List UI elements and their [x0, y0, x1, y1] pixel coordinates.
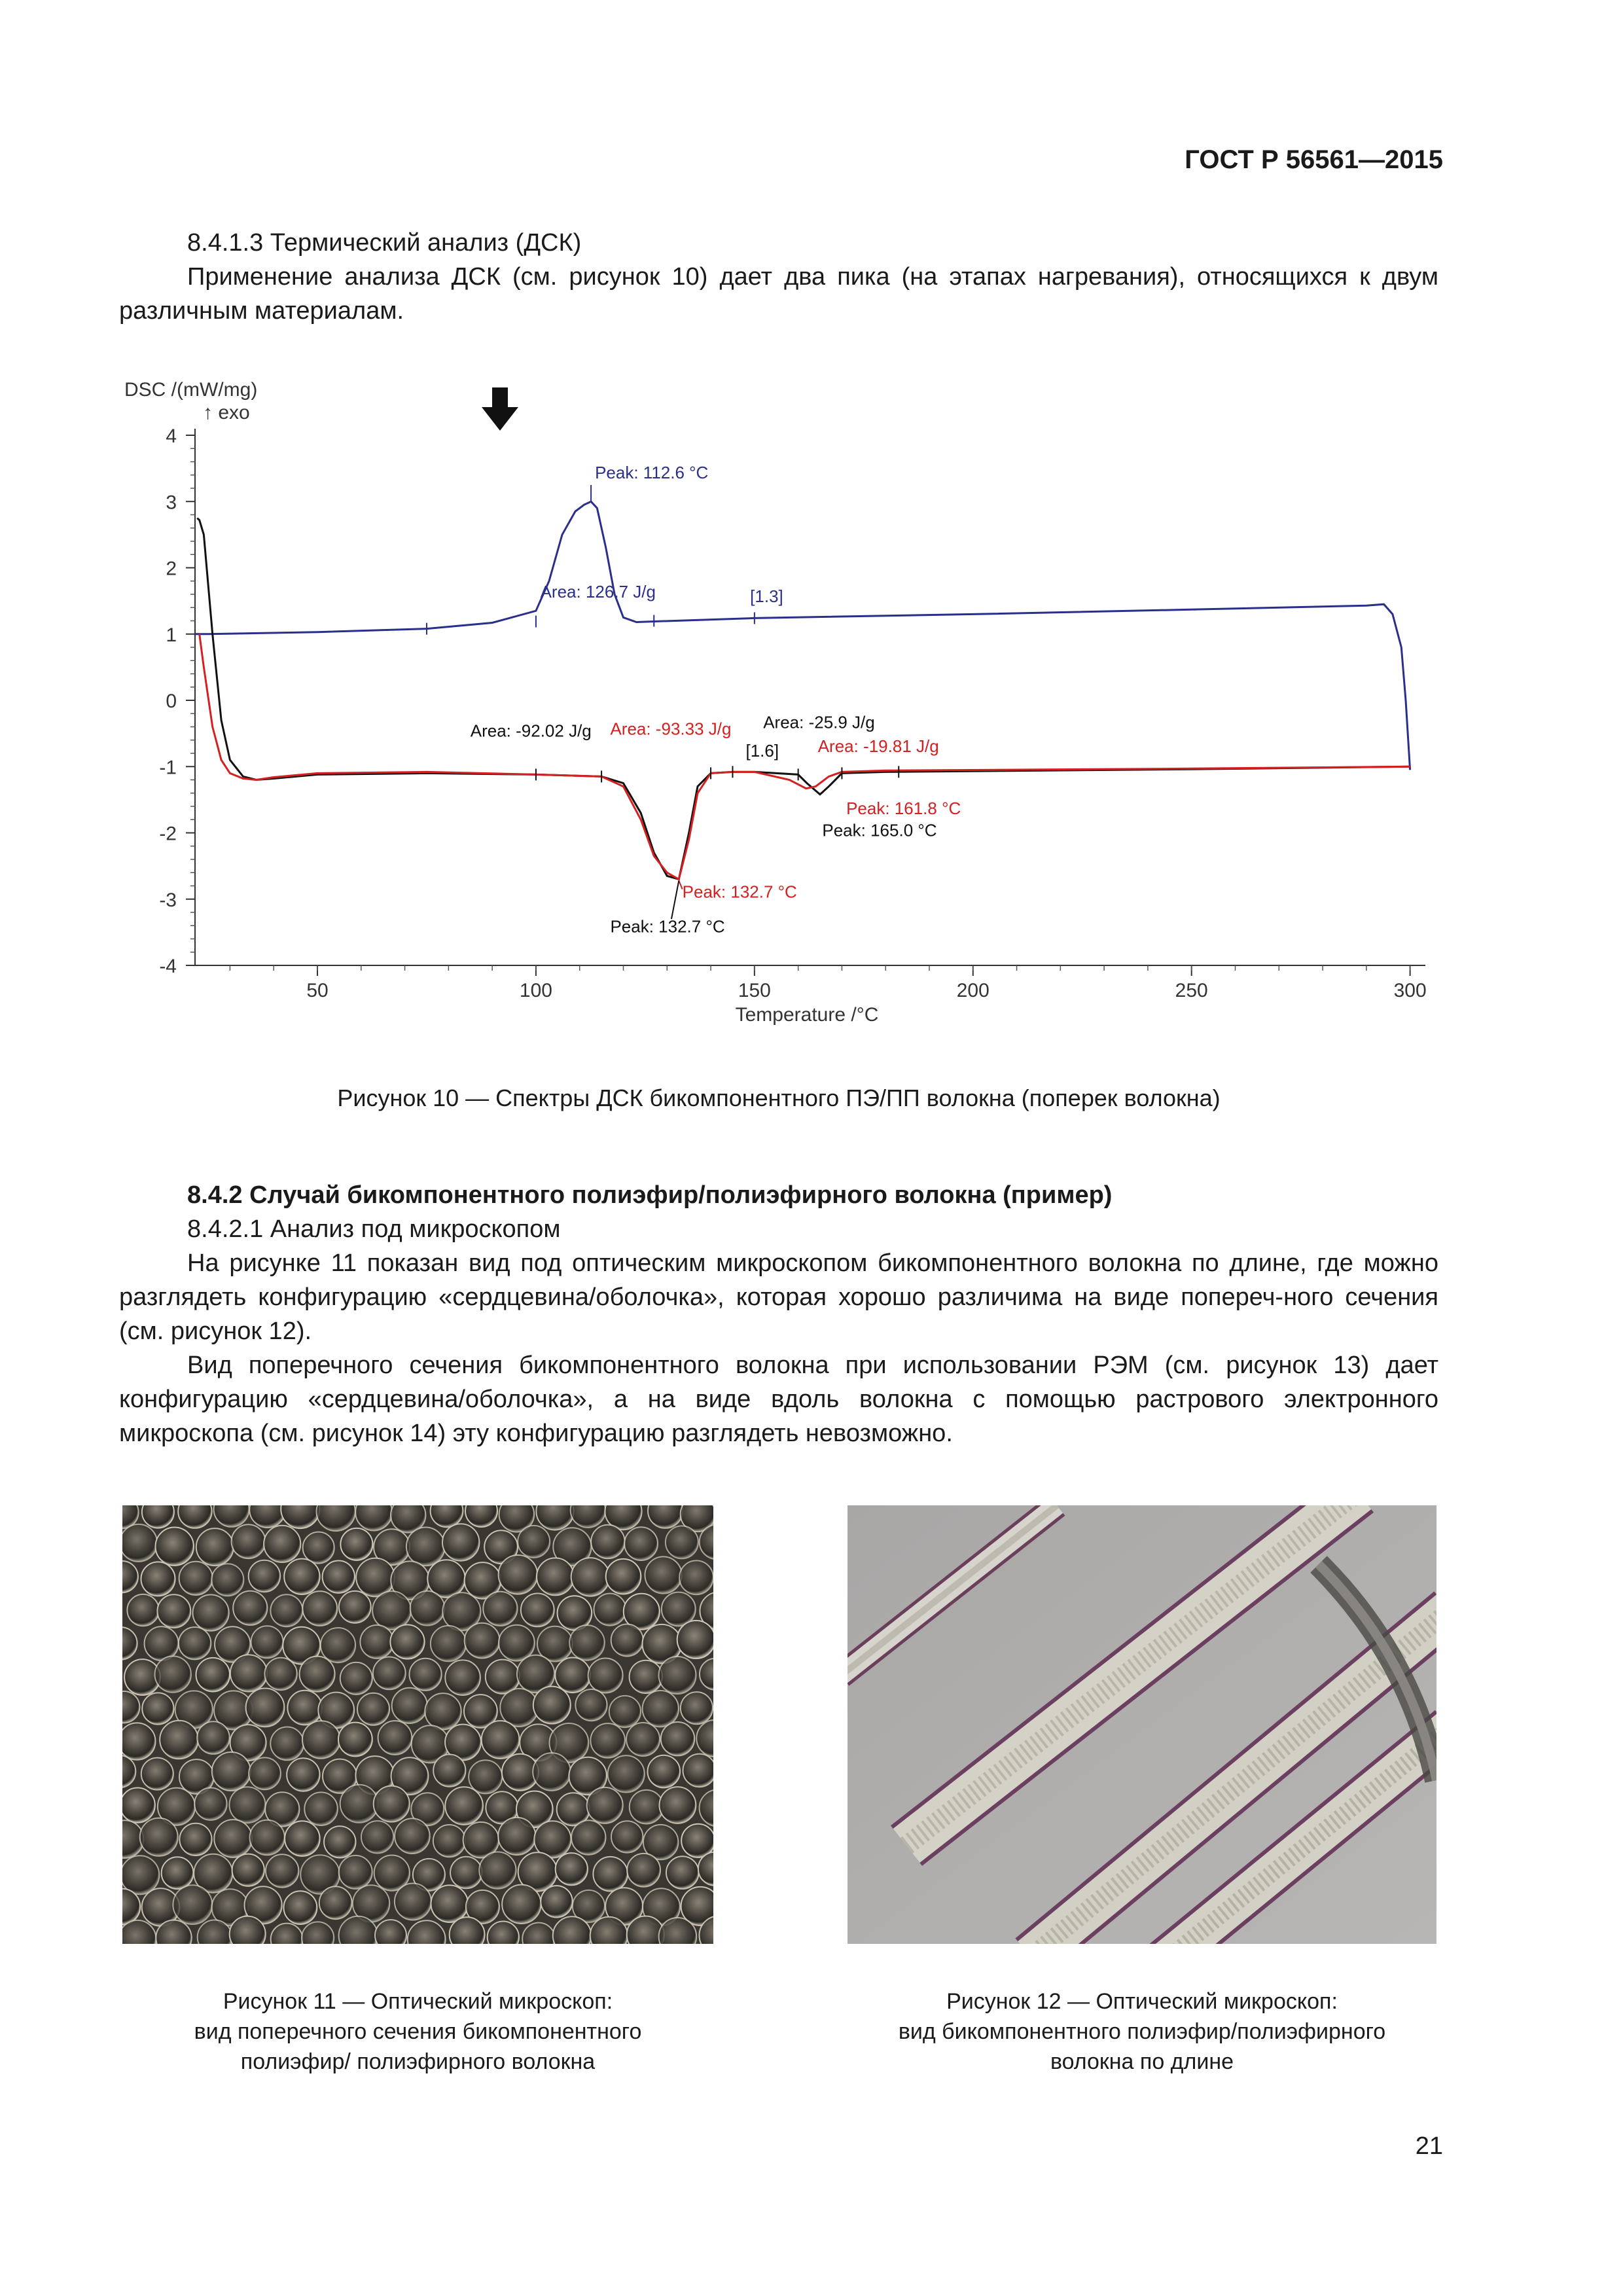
fiber-cross-section — [196, 1528, 234, 1566]
fiber-cross-section — [357, 1693, 389, 1725]
figure12-caption — [847, 1986, 1436, 2077]
fiber-cross-section — [645, 1556, 682, 1593]
fiber-cross-section — [155, 1656, 191, 1692]
fiber-cross-section — [541, 1886, 572, 1917]
fiber-cross-section — [498, 1818, 535, 1855]
x-axis-label: Temperature /°C — [735, 1004, 879, 1026]
fiber-cross-section — [270, 1727, 304, 1761]
fiber-cross-section — [179, 1627, 211, 1659]
fiber-cross-section — [339, 1591, 371, 1623]
x-tick-label: 250 — [1175, 980, 1208, 1001]
figure11-caption — [122, 1986, 713, 2077]
fiber-cross-section — [156, 1528, 194, 1566]
fiber-cross-section — [611, 1821, 643, 1852]
fiber-cross-section — [122, 1788, 155, 1823]
fiber-cross-section — [302, 1721, 340, 1759]
x-tick-label: 300 — [1393, 980, 1427, 1001]
fiber-cross-section — [609, 1696, 641, 1727]
fiber-cross-section — [246, 1689, 285, 1727]
y-axis-label-exo: ↑ exo — [203, 402, 250, 423]
fiber-cross-section — [556, 1853, 588, 1885]
fiber-cross-section — [338, 1723, 372, 1757]
figure11-caption-line: полиэфир/ полиэфирного волокна — [240, 2049, 596, 2074]
x-tick-label: 100 — [519, 980, 552, 1001]
fiber-cross-section — [431, 1885, 469, 1922]
fiber-cross-section — [390, 1624, 424, 1659]
chart-labels — [124, 379, 961, 1026]
fiber-cross-section — [571, 1820, 605, 1854]
fiber-cross-section — [374, 1786, 410, 1822]
fiber-cross-section — [140, 1818, 178, 1856]
fiber-cross-section — [410, 1659, 442, 1691]
fiber-cross-section — [521, 1594, 554, 1627]
fiber-cross-section — [555, 1658, 590, 1693]
dsc-curve-red — [200, 634, 1410, 880]
fiber-cross-section — [594, 1594, 626, 1626]
fiber-cross-section — [196, 1658, 230, 1692]
figure11-caption-line: вид поперечного сечения бикомпонентного — [194, 2019, 642, 2044]
fiber-cross-section — [193, 1595, 229, 1631]
y-tick-label: 1 — [166, 624, 177, 646]
fiber-cross-section — [142, 1693, 173, 1724]
section-8413-text: Применение анализа ДСК (см. рисунок 10) дает два пика (на этапах нагревания), относящихся к двум различным материалам. — [119, 263, 1438, 325]
fiber-cross-section — [179, 1823, 211, 1856]
fiber-cross-section — [445, 1787, 483, 1825]
fiber-cross-section — [433, 1755, 465, 1787]
figure11-caption-line: Рисунок 11 — Оптический микроскоп: — [223, 1989, 613, 2014]
fiber-cross-section — [500, 1689, 538, 1727]
fiber-cross-section — [339, 1856, 372, 1889]
fiber-cross-section — [660, 1787, 696, 1823]
fiber-cross-section — [606, 1559, 641, 1594]
fiber-cross-section — [433, 1825, 465, 1857]
fiber-cross-section — [630, 1660, 662, 1693]
fiber-cross-section — [666, 1526, 698, 1558]
fiber-cross-section — [212, 1752, 251, 1791]
annotation-red_peak2: Peak: 161.8 °C — [846, 798, 961, 819]
fiber-cross-section — [659, 1657, 696, 1694]
y-tick-label: -4 — [159, 956, 177, 977]
page-number: 21 — [1415, 2132, 1443, 2160]
fiber-cross-section — [197, 1721, 230, 1754]
fiber-cross-section — [302, 1591, 337, 1626]
fiber-cross-section — [571, 1558, 610, 1596]
annotation-black_peak2: Peak: 165.0 °C — [822, 820, 937, 840]
fiber-cross-section — [266, 1854, 298, 1887]
fiber-cross-section — [230, 1655, 267, 1691]
fiber-cross-section — [249, 1560, 280, 1592]
annotation-red_area2: Area: -19.81 J/g — [817, 736, 939, 756]
fiber-cross-section — [127, 1594, 158, 1626]
section-8413-heading: 8.4.1.3 Термический анализ (ДСК) — [187, 229, 582, 257]
section-842-p2: Вид поперечного сечения бикомпонентного волокна при использовании РЭМ (см. рисунок 13) дает конфигурацию «сердцевина/оболочка», а на виде вдоль волокна с помощью растрового электронного микроскопа (см. рисунок 14) эту конфигурацию разглядеть невозможно. — [119, 1352, 1438, 1447]
y-tick-label: -1 — [159, 757, 177, 779]
fiber-cross-section — [395, 1884, 431, 1920]
fiber-cross-section — [450, 1857, 482, 1888]
down-arrow-icon — [482, 387, 518, 431]
annotation-blue_peak: Peak: 112.6 °C — [595, 462, 709, 482]
fiber-cross-section — [264, 1658, 296, 1690]
annotation-black_area2: Area: -25.9 J/g — [763, 712, 875, 732]
fiber-cross-section — [626, 1723, 660, 1756]
fiber-cross-section — [442, 1524, 479, 1560]
chart-series — [195, 501, 1410, 879]
fiber-cross-section — [479, 1852, 516, 1889]
fiber-cross-section — [214, 1820, 252, 1857]
fiber-cross-section — [264, 1526, 300, 1562]
y-tick-label: -2 — [159, 823, 177, 845]
y-tick-label: 0 — [166, 691, 177, 712]
fiber-cross-section — [373, 1657, 406, 1690]
fiber-cross-section — [122, 1723, 156, 1759]
fiber-cross-section — [141, 1758, 173, 1790]
annotation-blue_marker: [1.3] — [750, 586, 783, 607]
figure11-photo — [122, 1505, 713, 1944]
fiber-cross-section — [431, 1626, 466, 1661]
fiber-cross-section — [677, 1621, 713, 1659]
dsc-chart — [111, 373, 1453, 1047]
fiber-cross-section — [406, 1528, 445, 1566]
fiber-cross-section — [445, 1660, 480, 1695]
figure10-caption: Рисунок 10 — Спектры ДСК бикомпонентного ПЭ/ПП волокна (поперек волокна) — [337, 1085, 1221, 1111]
fiber-cross-section — [378, 1721, 412, 1755]
fiber-cross-section — [284, 1891, 317, 1924]
fiber-cross-section — [611, 1624, 643, 1657]
fiber-cross-section — [683, 1754, 714, 1787]
fiber-cross-section — [591, 1525, 624, 1558]
fiber-cross-section — [360, 1625, 393, 1659]
fiber-cross-section — [569, 1625, 605, 1660]
section-8413 — [119, 226, 1438, 328]
fiber-cross-section — [300, 1657, 335, 1692]
fiber-cross-section — [533, 1687, 571, 1724]
fiber-cross-section — [303, 1532, 334, 1564]
fiber-cross-section — [122, 1524, 157, 1562]
annotation-red_peak1: Peak: 132.7 °C — [682, 882, 797, 902]
fiber-cross-section — [482, 1721, 520, 1759]
fiber-cross-section — [587, 1787, 623, 1823]
section-842 — [119, 1178, 1438, 1450]
fiber-cross-section — [643, 1691, 679, 1727]
fiber-cross-section — [681, 1692, 713, 1724]
fiber-cross-section — [588, 1659, 623, 1693]
fiber-cross-section — [608, 1755, 645, 1792]
figure12-caption-line: волокна по длине — [1050, 2049, 1234, 2074]
annotation-leader — [671, 880, 679, 919]
fiber-cross-section — [251, 1626, 283, 1658]
fiber-cross-section — [627, 1854, 660, 1887]
fiber-cross-section — [499, 1555, 538, 1594]
fiber-cross-section — [173, 1885, 212, 1924]
y-tick-label: -3 — [159, 889, 177, 911]
fiber-cross-section — [465, 1623, 500, 1659]
fiber-cross-section — [624, 1527, 658, 1560]
fiber-cross-section — [372, 1591, 411, 1630]
figure12-caption-line: вид бикомпонентного полиэфир/полиэфирного — [898, 2019, 1386, 2044]
fiber-cross-section — [157, 1594, 190, 1628]
fiber-cross-section — [395, 1818, 430, 1854]
fiber-cross-section — [321, 1628, 355, 1662]
fiber-cross-section — [233, 1591, 267, 1625]
fiber-cross-section — [232, 1524, 266, 1558]
fiber-cross-section — [160, 1721, 198, 1759]
fiber-cross-section — [250, 1820, 285, 1855]
fiber-cross-section — [141, 1562, 175, 1596]
fiber-cross-section — [533, 1753, 571, 1791]
fiber-cross-section — [304, 1792, 338, 1825]
annotation-black_peak1: Peak: 132.7 °C — [610, 916, 725, 937]
y-tick-label: 2 — [166, 558, 177, 580]
x-tick-label: 150 — [738, 980, 771, 1001]
fiber-cross-section — [590, 1723, 625, 1758]
fiber-cross-section — [230, 1787, 266, 1823]
fiber-cross-section — [425, 1693, 461, 1729]
section-842-sub: 8.4.2.1 Анализ под микроскопом — [187, 1215, 561, 1243]
y-axis-label: DSC /(mW/mg) — [124, 379, 258, 401]
fiber-cross-section — [340, 1785, 378, 1823]
fiber-cross-section — [324, 1826, 355, 1857]
section-842-heading: 8.4.2 Случай бикомпонентного полиэфир/полиэфирного волокна (пример) — [187, 1181, 1113, 1209]
fiber-cross-section — [593, 1857, 628, 1892]
figure12-caption-line: Рисунок 12 — Оптический микроскоп: — [946, 1989, 1338, 2014]
fiber-cross-section — [211, 1564, 243, 1596]
document-header: ГОСТ Р 56561—2015 — [1185, 145, 1443, 174]
annotation-blue_area: Area: 126.7 J/g — [540, 582, 656, 602]
fiber-cross-section — [340, 1662, 372, 1695]
fiber-cross-section — [340, 1528, 372, 1560]
annotation-red_area1: Area: -93.33 J/g — [610, 719, 732, 739]
fiber-cross-section — [630, 1790, 664, 1824]
fiber-cross-section — [483, 1592, 517, 1626]
fiber-cross-section — [661, 1722, 694, 1755]
fiber-cross-section — [249, 1757, 281, 1789]
fiber-cross-section — [537, 1558, 574, 1595]
fiber-cross-section — [194, 1788, 226, 1820]
annotation-black_area1: Area: -92.02 J/g — [470, 721, 592, 741]
fiber-cross-section — [162, 1857, 194, 1889]
fiber-cross-section — [679, 1560, 713, 1594]
fiber-cross-section — [499, 1625, 535, 1661]
fiber-cross-section — [681, 1824, 713, 1857]
x-tick-label: 200 — [956, 980, 990, 1001]
fiber-cross-section — [270, 1594, 302, 1626]
fiber-cross-section — [145, 1626, 179, 1660]
fiber-cross-section — [361, 1821, 393, 1853]
fiber-cross-section — [323, 1561, 355, 1593]
fiber-cross-section — [122, 1856, 159, 1894]
dsc-curve-black — [197, 518, 1410, 880]
section-842-p1: На рисунке 11 показан вид под оптическим микроскопом бикомпонентного волокна по длине, где можно разглядеть конфигурацию «сердцевина/оболочка», которая хорошо различима на виде попереч-ного сечения (см. рисунок 12). — [119, 1249, 1438, 1345]
y-tick-label: 3 — [166, 492, 177, 514]
fiber-cross-section — [575, 1689, 607, 1721]
fiber-cross-section — [666, 1856, 699, 1889]
fiber-cross-section — [232, 1854, 264, 1886]
annotation-marker2: [1.6] — [745, 741, 779, 761]
fiber-cross-section — [375, 1920, 406, 1944]
figure12-photo — [847, 1505, 1436, 1944]
fiber-cross-section — [392, 1688, 427, 1723]
fiber-cross-section — [285, 1821, 320, 1856]
fiber-cross-section — [410, 1591, 445, 1626]
fiber-cross-section — [518, 1526, 550, 1558]
fiber-cross-section — [179, 1562, 213, 1595]
x-tick-label: 50 — [306, 980, 329, 1001]
fiber-cross-section — [648, 1755, 681, 1788]
fiber-cross-section — [469, 1760, 502, 1793]
fiber-cross-section — [287, 1691, 322, 1725]
y-tick-label: 4 — [166, 425, 177, 447]
fiber-cross-section — [319, 1886, 352, 1919]
fiber-cross-section — [287, 1758, 319, 1791]
fiber-cross-section — [284, 1559, 319, 1594]
fiber-cross-section — [502, 1885, 541, 1924]
